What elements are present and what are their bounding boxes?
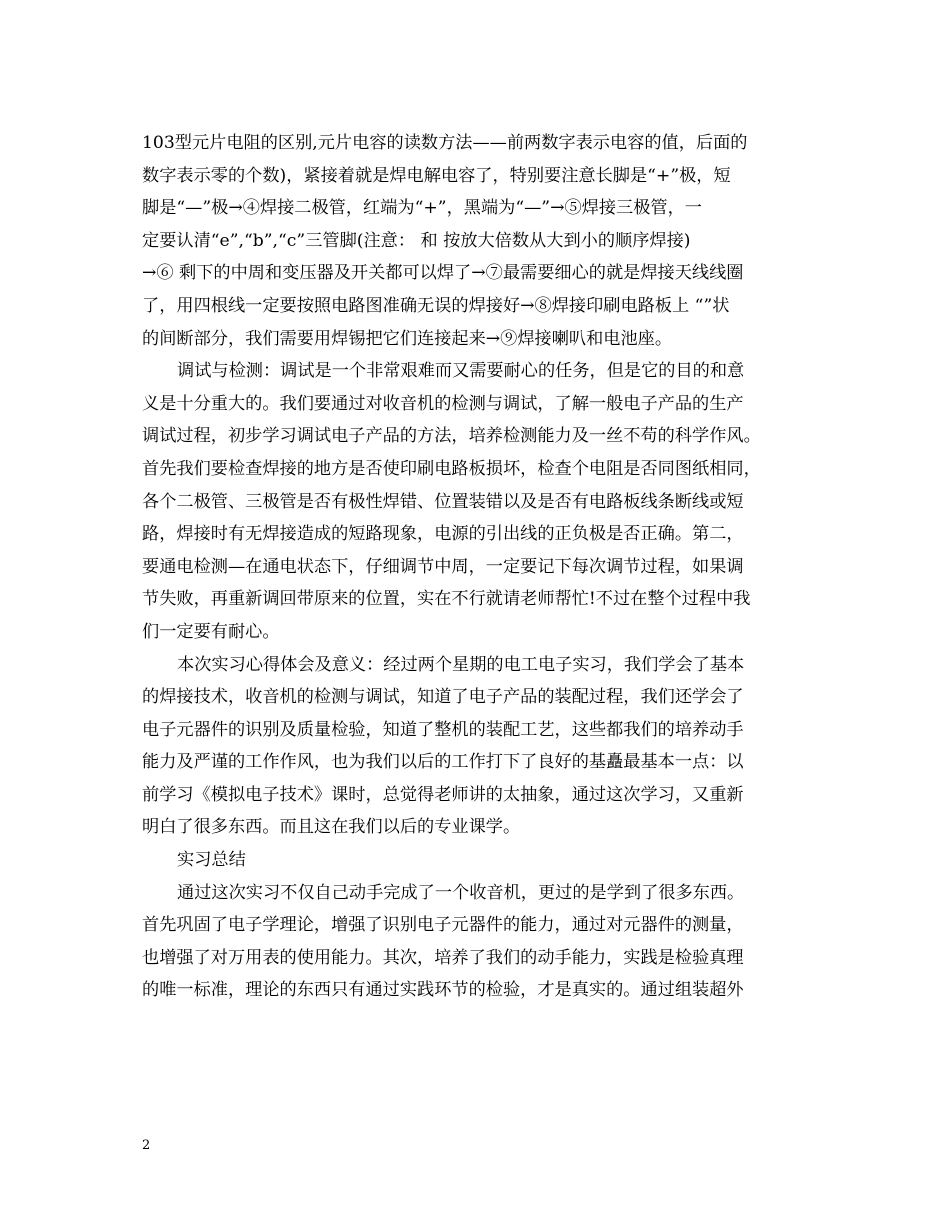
text-line: 本次实习心得体会及意义：经过两个星期的电工电子实习，我们学会了基本: [177, 654, 745, 675]
heading-text: 实习总结: [177, 850, 246, 871]
text-line: 首先我们要检查焊接的地方是否使印刷电路板损坏，检查个电阻是否同图纸相同，: [142, 458, 761, 479]
text-line: 电子元器件的识别及质量检验，知道了整机的装配工艺，这些都我们的培养动手: [142, 719, 744, 740]
paragraph-debugging: [142, 355, 810, 648]
paragraph-summary: [142, 877, 810, 1007]
text-line: 数字表示零的个数)，紧接着就是焊电解电容了，特别要注意长脚是“+”极，短: [142, 165, 731, 186]
text-line: 前学习《模拟电子技术》课时，总觉得老师讲的太抽象，通过这次学习，又重新: [142, 784, 744, 805]
text-line: 调试过程，初步学习调试电子产品的方法，培养检测能力及一丝不苟的科学作风。: [142, 426, 761, 447]
paragraph-soldering-steps: [142, 127, 810, 355]
text-line: 能力及严谨的工作作风，也为我们以后的工作打下了良好的基矗最基本一点：以: [142, 752, 744, 773]
text-line: 了，用四根线一定要按照电路图准确无误的焊接好→⑧焊接印刷电路板上 “”状: [142, 295, 730, 316]
text-line: 定要认清“e”,“b”,“c”三管脚(注意： 和 按放大倍数从大到小的顺序焊接): [142, 230, 691, 251]
text-line: 义是十分重大的。我们要通过对收音机的检测与调试，了解一般电子产品的生产: [142, 393, 744, 414]
text-line: 的间断部分，我们需要用焊锡把它们连接起来→⑨焊接喇叭和电池座。: [142, 328, 673, 349]
text-line: 明白了很多东西。而且这在我们以后的专业课学。: [142, 817, 521, 838]
text-line: 调试与检测：调试是一个非常艰难而又需要耐心的任务，但是它的目的和意: [177, 361, 745, 382]
text-line: 路，焊接时有无焊接造成的短路现象，电源的引出线的正负极是否正确。第二，: [142, 524, 744, 545]
text-line: 通过这次实习不仅自己动手完成了一个收音机，更过的是学到了很多东西。: [177, 882, 745, 903]
text-line: 首先巩固了电子学理论，增强了识别电子元器件的能力，通过对元器件的测量，: [142, 915, 744, 936]
paragraph-reflections: [142, 649, 810, 845]
section-heading-summary: [142, 844, 810, 877]
text-line: 节失败，再重新调回带原来的位置，实在不行就请老师帮忙!不过在整个过程中我: [142, 589, 751, 610]
text-line: 也增强了对万用表的使用能力。其次，培养了我们的动手能力，实践是检验真理: [142, 947, 744, 968]
text-line: 脚是“—”极→④焊接二极管，红端为“+”，黑端为“—”→⑤焊接三极管，一: [142, 198, 702, 219]
text-line: 的焊接技术，收音机的检测与调试，知道了电子产品的装配过程，我们还学会了: [142, 687, 744, 708]
text-line: 103型元片电阻的区别,元片电容的读数方法——前两数字表示电容的值，后面的: [142, 133, 748, 153]
text-line: →⑥ 剩下的中周和变压器及开关都可以焊了→⑦最需要细心的就是焊接天线线圈: [142, 263, 744, 284]
text-line: 们一定要有耐心。: [142, 621, 280, 642]
text-line: 各个二极管、三极管是否有极性焊错、位置装错以及是否有电路板线条断线或短: [142, 491, 744, 512]
document-body: [142, 127, 810, 1007]
page-number: 2: [142, 1138, 151, 1153]
text-line: 的唯一标准，理论的东西只有通过实践环节的检验，才是真实的。通过组装超外: [142, 980, 744, 1001]
text-line: 要通电检测—在通电状态下，仔细调节中周，一定要记下每次调节过程，如果调: [142, 556, 744, 577]
